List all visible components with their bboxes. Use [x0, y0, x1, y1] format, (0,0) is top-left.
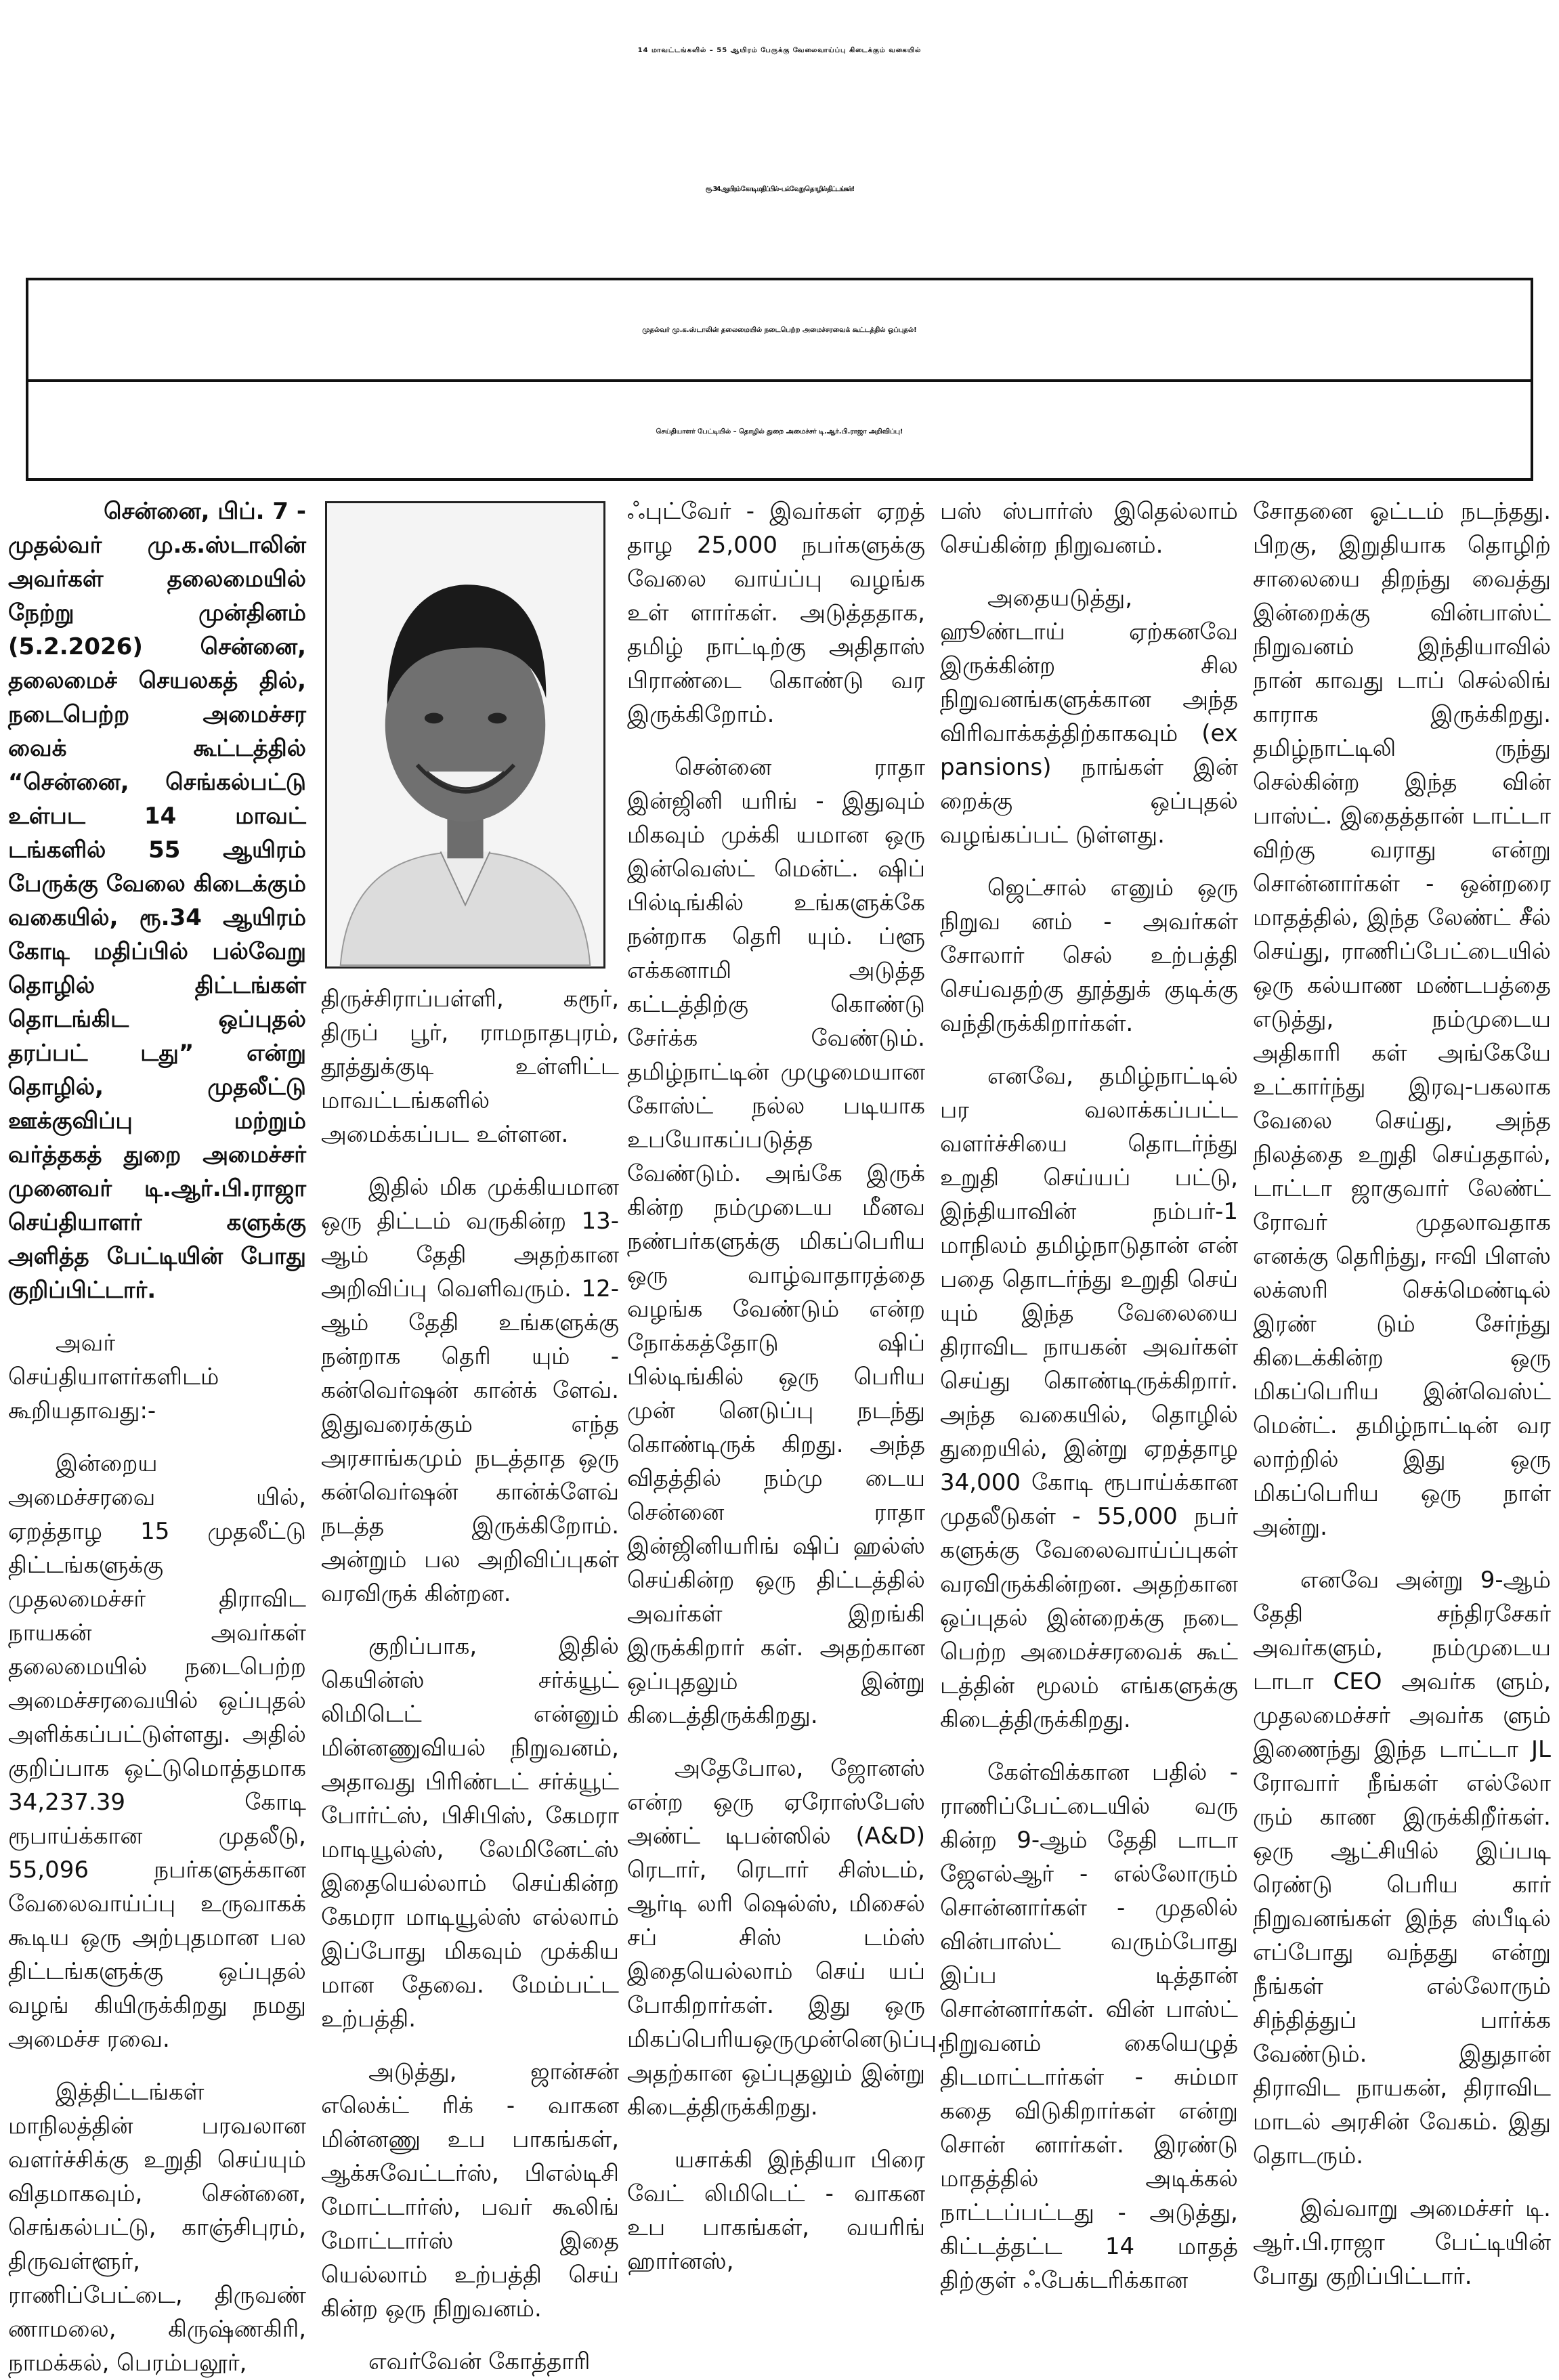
paragraph: திருச்சிராப்பள்ளி, கரூர், திருப் பூர், ராமநாதபுரம், தூத்துக்குடி உள்ளிட்ட மாவட்டங்களில் அமைக்கப்பட உள்ளன.	[321, 985, 619, 1148]
lead-paragraph	[8, 494, 306, 1307]
paragraph: அவர் செய்தியாளர்களிடம் கூறியதாவது:-	[8, 1330, 219, 1424]
kicker-headline: 14 மாவட்டங்களில் – 55 ஆயிரம் பேருக்கு வேலைவாய்ப்பு கிடைக்கும் வகையில்	[637, 47, 922, 54]
paragraph: அதையடுத்து, ஹூண்டாய் ஏற்கனவே இருக்கின்ற சில நிறுவனங்களுக்கான அந்த விரிவாக்கத்திற்காகவும் (ex pansions) நாங்கள் இன் றைக்கு ஒப்புதல் வழங்கப்பட் டுள்ளது.	[940, 585, 1238, 849]
paragraph: பஸ் ஸ்பார்ஸ் இதெல்லாம் செய்கின்ற நிறுவனம்.	[940, 498, 1238, 559]
paragraph: இன்றைய அமைச்சரவை யில், ஏறத்தாழ 15 முதலீட்டு திட்டங்களுக்கு முதலமைச்சர் திராவிட நாயகன் அவர்கள் தலைமையில் நடைபெற்ற அமைச்சரவையில் ஒப்புதல் அளிக்கப்பட்டுள்ளது. அதில் குறிப்பாக ஒட்டுமொத்தமாக 34,237.39 கோடி ரூபாய்க்கான முதலீடு, 55,096 நபர்களுக்கான வேலைவாய்ப்பு உருவாகக் கூடிய ஒரு அற்புதமான பல திட்டங்களுக்கு ஒப்புதல் வழங் கியிருக்கிறது நமது அமைச்ச ரவை.	[8, 1450, 306, 2053]
paragraph: எவர்வேன் கோத்தாரி	[368, 2348, 591, 2375]
main-headline: ரூ. 34 ஆயிரம் கோடி மதிப்பில் - பல்வேறு தொழில் திட்டங்கள்!	[705, 186, 854, 193]
article-column-2	[321, 982, 619, 2375]
minister-portrait-photo	[325, 501, 605, 969]
paragraph: சென்னை ராதா இன்ஜினி யரிங் - இதுவும் மிகவும் முக்கி யமான ஒரு இன்வெஸ்ட் மென்ட். ஷிப் பில்டிங்கில் உங்களுக்கே நன்றாக தெரி யும். ப்ளூ எக்கனாமி அடுத்த கட்டத்திற்கு கொண்டு சேர்க்க வேண்டும். தமிழ்நாட்டின் முழுமையான கோஸ்ட் நல்ல படியாக உபயோகப்படுத்த வேண்டும். அங்கே இருக் கின்ற நம்முடைய மீனவ நண்பர்களுக்கு மிகப்பெரிய ஒரு வாழ்வாதாரத்தை வழங்க வேண்டும் என்ற நோக்கத்தோடு ஷிப் பில்டிங்கில் ஒரு பெரிய முன் னெடுப்பு நடந்து கொண்டிருக் கிறது. அந்த விதத்தில் நம்மு டைய சென்னை ராதா இன்ஜினியரிங் ஷிப் ஹல்ஸ் செய்கின்ற ஒரு திட்டத்தில் அவர்கள் இறங்கி இருக்கிறார் கள். அதற்கான ஒப்புதலும் இன்று கிடைத்திருக்கிறது.	[627, 754, 925, 1729]
paragraph: கேள்விக்கான பதில் - ராணிப்பேட்டையில் வரு கின்ற 9-ஆம் தேதி டாடா ஜேஎல்ஆர் - எல்லோரும் சொன்னார்கள் - முதலில் வின்பாஸ்ட் வரும்போது இப்ப டித்தான் சொன்னார்கள். வின் பாஸ்ட் நிறுவனம் கையெழுத் திடமாட்டார்கள் - சும்மா கதை விடுகிறார்கள் என்று சொன் னார்கள். இரண்டு மாதத்தில் அடிக்கல் நாட்டப்பட்டது - அடுத்து, கிட்டத்தட்ட 14 மாதத் திற்குள் ஃபேக்டரிக்கான	[940, 1759, 1238, 2294]
paragraph: இதில் மிக முக்கியமான ஒரு திட்டம் வருகின்ற 13-ஆம் தேதி அதற்கான அறிவிப்பு வெளிவரும். 12-ஆம் தேதி உங்களுக்கு நன்றாக தெரி யும் - கன்வெர்ஷன் கான்க் ளேவ். இதுவரைக்கும் எந்த அரசாங்கமும் நடத்தாத ஒரு கன்வெர்ஷன் கான்க்ளேவ் நடத்த இருக்கிறோம். அன்றும் பல அறிவிப்புகள் வரவிருக் கின்றன.	[321, 1174, 619, 1607]
paragraph: எனவே அன்று 9-ஆம் தேதி சந்திரசேகர் அவர்களும், நம்முடைய டாடா CEO அவர்க ளும், முதலமைச்சர் அவர்க ளும் இணைந்து இந்த டாட்டா JL ரோவார் நீங்கள் எல்லோ ரும் காண இருக்கிறீர்கள். ஒரு ஆட்சியில் இப்படி ரெண்டு பெரிய கார் நிறுவனங்கள் இந்த ஸ்பீடில் எப்போது வந்தது என்று நீங்கள் எல்லோரும் சிந்தித்துப் பார்க்க வேண்டும். இதுதான் திராவிட நாயகன், திராவிட மாடல் அரசின் வேகம். இது தொடரும்.	[1253, 1567, 1551, 2169]
paragraph: ஜெட்சால் எனும் ஒரு நிறுவ னம் - அவர்கள் சோலார் செல் உற்பத்தி செய்வதற்கு தூத்துக் குடிக்கு வந்திருக்கிறார்கள்.	[940, 874, 1238, 1037]
paragraph: ஃபுட்வேர் - இவர்கள் ஏறத் தாழ 25,000 நபர்களுக்கு வேலை வாய்ப்பு வழங்க உள் ளார்கள். அடுத்ததாக, தமிழ் நாட்டிற்கு அதிதாஸ் பிராண்டை கொண்டு வர இருக்கிறோம்.	[627, 498, 925, 728]
paragraph: எனவே, தமிழ்நாட்டில் பர வலாக்கப்பட்ட வளர்ச்சியை தொடர்ந்து உறுதி செய்யப் பட்டு, இந்தியாவின் நம்பர்-1 மாநிலம் தமிழ்நாடுதான் என் பதை தொடர்ந்து உறுதி செய் யும் இந்த வேலையை திராவிட நாயகன் அவர்கள் செய்து கொண்டிருக்கிறார். அந்த வகையில், தொழில் துறையில், இன்று ஏறத்தாழ 34,000 கோடி ரூபாய்க்கான முதலீடுகள் - 55,000 நபர் களுக்கு வேலைவாய்ப்புகள் வரவிருக்கின்றன. அதற்கான ஒப்புதல் இன்றைக்கு நடை பெற்ற அமைச்சரவைக் கூட் டத்தின் மூலம் எங்களுக்கு கிடைத்திருக்கிறது.	[940, 1063, 1238, 1733]
article-column-3	[627, 494, 944, 2275]
portrait-illustration	[327, 503, 603, 966]
paragraph: அதேபோல, ஜோனஸ் என்ற ஒரு ஏரோஸ்பேஸ் அண்ட் டிபன்ஸில் (A&D) ரெடார், ரெடார் சிஸ்டம், ஆர்டி லரி ஷெல்ஸ், மிசைல் சப் சிஸ் டம்ஸ் இதையெல்லாம் செய் யப் போகிறார்கள். இது ஒரு மிகப்பெரியஒருமுன்னெடுப்பு. அதற்கான ஒப்புதலும் இன்று கிடைத்திருக்கிறது.	[627, 1755, 944, 2121]
dateline: சென்னை, பிப். 7 -	[104, 498, 306, 525]
paragraph: குறிப்பாக, இதில் கெயின்ஸ் சர்க்யூட் லிமிடெட் என்னும் மின்னணுவியல் நிறுவனம், அதாவது பிரிண்டட் சர்க்யூட் போர்ட்ஸ், பிசிபிஸ், கேமரா மாடியூல்ஸ், லேமினேட்ஸ் இதையெல்லாம் செய்கின்ற கேமரா மாடியூல்ஸ் எல்லாம் இப்போது மிகவும் முக்கிய மான தேவை. மேம்பட்ட உற்பத்தி.	[321, 1633, 619, 2033]
paragraph: யசாக்கி இந்தியா பிரை வேட் லிமிடெட் - வாகன உப பாகங்கள், வயரிங் ஹார்னஸ்,	[627, 2146, 925, 2275]
deck-box	[26, 278, 1533, 481]
paragraph: அடுத்து, ஜான்சன் எலெக்ட் ரிக் - வாகன மின்னணு உப பாகங்கள், ஆக்சுவேட்டர்ஸ், பிஎல்டிசி மோட்டார்ஸ், பவர் கூலிங் மோட்டார்ஸ் இதை யெல்லாம் உற்பத்தி செய் கின்ற ஒரு நிறுவனம்.	[321, 2058, 619, 2322]
article-column-4	[940, 494, 1238, 2294]
paragraph: இத்திட்டங்கள் மாநிலத்தின் பரவலான வளர்ச்சிக்கு உறுதி செய்யும் விதமாகவும், சென்னை, செங்கல்பட்டு, காஞ்சிபுரம், திருவள்ளூர், ராணிப்பேட்டை, திருவண் ணாமலை, கிருஷ்ணகிரி, நாமக்கல், பெரம்பலூர்,	[8, 2079, 306, 2377]
article-column-1	[8, 494, 306, 2377]
deck-line-1: முதல்வர் மு.க.ஸ்டாலின் தலைமையில் நடைபெற்ற அமைச்சரவைக் கூட்டத்தில் ஒப்புதல்!	[642, 326, 917, 334]
deck-line-2: செய்தியாளர் பேட்டியில் – தொழில் துறை அமைச்சர் டி.ஆர்.பி.ராஜா அறிவிப்பு!	[656, 428, 903, 435]
lead-text: முதல்வர் மு.க.ஸ்டாலின் அவர்கள் தலைமையில் நேற்று முன்தினம் (5.2.2026) சென்னை, தலைமைச் செயலகத் தில், நடைபெற்ற அமைச்சர வைக் கூட்டத்தில் “சென்னை, செங்கல்பட்டு உள்பட 14 மாவட் டங்களில் 55 ஆயிரம் பேருக்கு வேலை கிடைக்கும் வகையில், ரூ.34 ஆயிரம் கோடி மதிப்பில் பல்வேறு தொழில் திட்டங்கள் தொடங்கிட ஒப்புதல் தரப்பட் டது” என்று தொழில், முதலீட்டு ஊக்குவிப்பு மற்றும் வர்த்தகத் துறை அமைச்சர் முனைவர் டி.ஆர்.பி.ராஜா செய்தியாளர் களுக்கு அளித்த பேட்டியின் போது குறிப்பிட்டார்.	[8, 532, 306, 1304]
paragraph: சோதனை ஓட்டம் நடந்தது. பிறகு, இறுதியாக தொழிற் சாலையை திறந்து வைத்து இன்றைக்கு வின்பாஸ்ட் நிறுவனம் இந்தியாவில் நான் காவது டாப் செல்லிங் காராக இருக்கிறது. தமிழ்நாட்டிலி ருந்து செல்கின்ற இந்த வின் பாஸ்ட். இதைத்தான் டாட்டா விற்கு வராது என்று சொன்னார்கள் - ஒன்றரை மாதத்தில், இந்த லேண்ட் சீல் செய்து, ராணிப்பேட்டையில் ஒரு கல்யாண மண்டபத்தை எடுத்து, நம்முடைய அதிகாரி கள் அங்கேயே உட்கார்ந்து இரவு-பகலாக வேலை செய்து, அந்த நிலத்தை உறுதி செய்ததால், டாட்டா ஜாகுவார் லேண்ட் ரோவர் முதலாவதாக எனக்கு தெரிந்து, ஈவி பிளஸ் லக்ஸரி செக்மெண்டில் இரண் டும் சேர்ந்து கிடைக்கின்ற ஒரு மிகப்பெரிய இன்வெஸ்ட் மென்ட். தமிழ்நாட்டின் வர லாற்றில் இது ஒரு மிகப்பெரிய ஒரு நாள் அன்று.	[1253, 498, 1551, 1541]
article-column-5	[1253, 494, 1551, 2290]
paragraph: இவ்வாறு அமைச்சர் டி. ஆர்.பி.ராஜா பேட்டியின் போது குறிப்பிட்டார்.	[1253, 2195, 1551, 2290]
